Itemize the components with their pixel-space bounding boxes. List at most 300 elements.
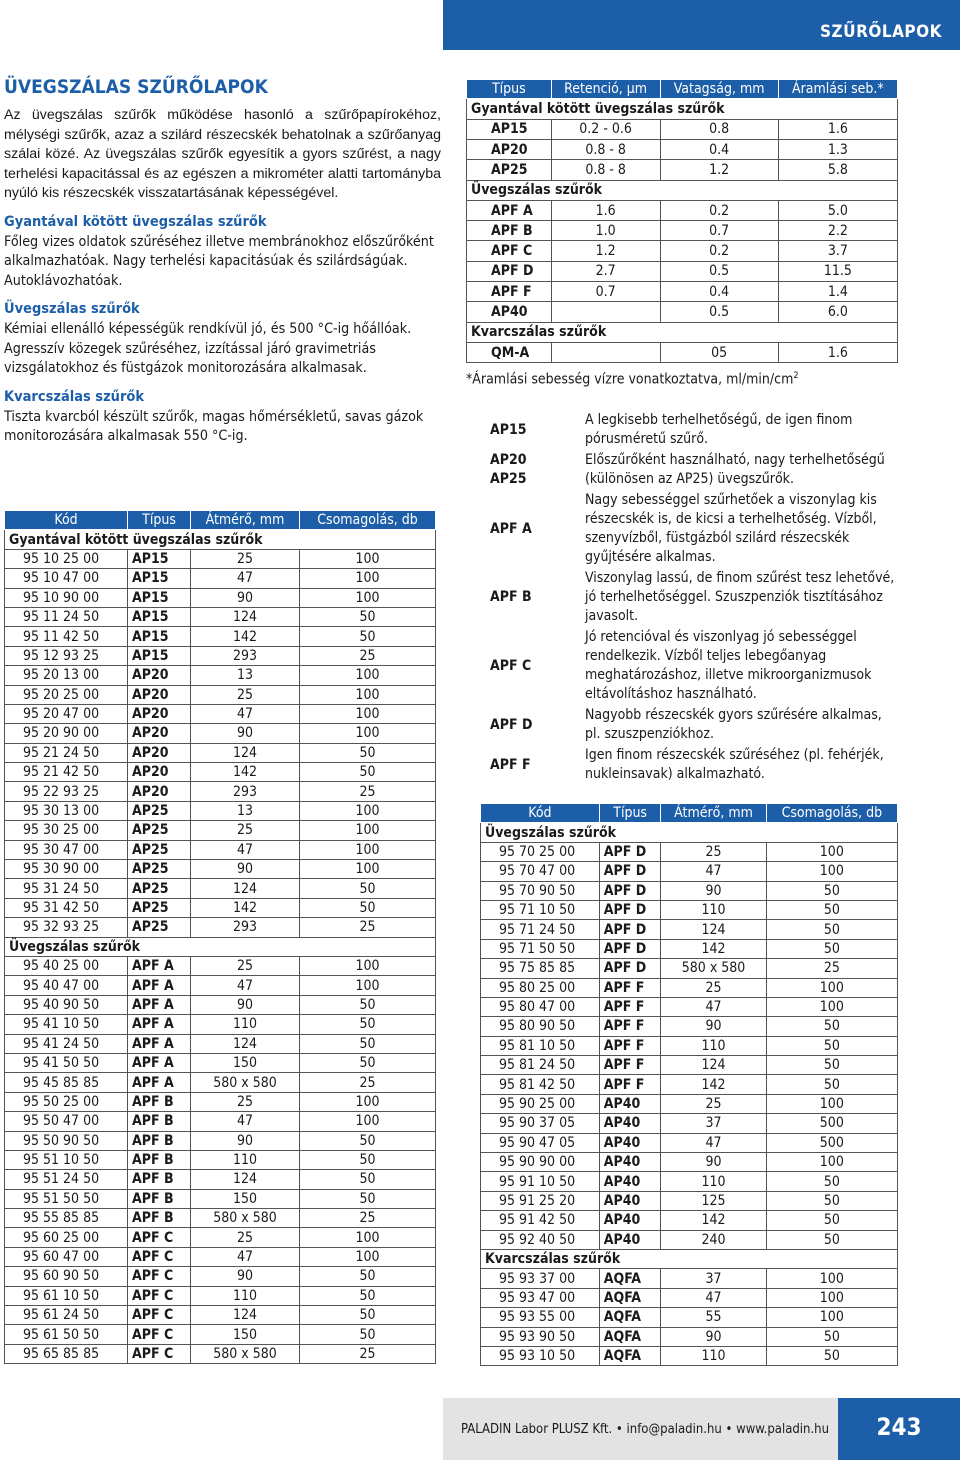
cell-type: APF A	[128, 956, 191, 975]
cell-pack: 100	[766, 997, 897, 1016]
cell-pack: 50	[299, 607, 435, 626]
order-table-right	[480, 803, 898, 1366]
cell-diameter: 580 x 580	[661, 959, 766, 978]
cell-pack: 50	[766, 900, 897, 919]
cell-pack: 100	[299, 1112, 435, 1131]
table-row	[467, 342, 898, 362]
cell-type: AQFA	[599, 1288, 661, 1307]
cell-diameter: 25	[191, 1228, 300, 1247]
cell-thickness: 0.7	[660, 221, 778, 241]
cell-code: 95 71 24 50	[481, 920, 600, 939]
description-text: Jó retencióval és viszonlyag jó sebességgel rendelkezik. Vízből teljes lebegőanyag meghatározáshoz, illetve mikroorganizmusok eltávolításhoz használható.	[585, 629, 872, 702]
cell-type: APF A	[128, 1073, 191, 1092]
cell-diameter: 47	[191, 1112, 300, 1131]
col-header-code: Kód	[481, 804, 600, 823]
intro-column	[4, 76, 441, 447]
cell-type: AP20	[128, 743, 191, 762]
cell-type: APF C	[128, 1344, 191, 1363]
section-title-quartz: Kvarcszálas szűrők	[4, 388, 145, 405]
cell-diameter: 90	[661, 881, 766, 900]
cell-type: APF B	[128, 1150, 191, 1169]
cell-diameter: 142	[191, 627, 300, 646]
cell-code: 95 30 90 00	[5, 860, 128, 879]
cell-type: AP40	[599, 1172, 661, 1191]
cell-type: QM-A	[467, 342, 552, 362]
cell-code: 95 51 50 50	[5, 1189, 128, 1208]
table-row	[5, 763, 436, 782]
section-title-glass: Üvegszálas szűrők	[4, 301, 140, 317]
table-row	[481, 900, 898, 919]
cell-type: AP40	[599, 1153, 661, 1172]
table-row	[481, 1288, 898, 1307]
cell-pack: 25	[299, 918, 435, 937]
cell-type: APF D	[599, 939, 661, 958]
cell-diameter: 142	[191, 898, 300, 917]
cell-code: 95 93 55 00	[481, 1308, 600, 1327]
description-row	[466, 568, 898, 627]
cell-pack: 50	[299, 995, 435, 1014]
cell-diameter: 25	[191, 549, 300, 568]
table-row	[481, 1133, 898, 1152]
cell-code: 95 10 25 00	[5, 549, 128, 568]
table-row	[5, 1344, 436, 1363]
col-header-type: Típus	[599, 804, 661, 823]
cell-pack: 50	[299, 1286, 435, 1305]
table-row	[481, 1346, 898, 1365]
cell-pack: 50	[299, 1053, 435, 1072]
cell-pack: 100	[299, 956, 435, 975]
cell-retention: 1.0	[551, 221, 660, 241]
cell-type: APF F	[599, 978, 661, 997]
col-header-flow: Áramlási seb.*	[778, 80, 897, 99]
cell-type: APF F	[599, 1036, 661, 1055]
table-row	[481, 1269, 898, 1288]
cell-type: AP15	[128, 607, 191, 626]
cell-diameter: 124	[191, 743, 300, 762]
description-row	[466, 490, 898, 568]
table-row	[481, 881, 898, 900]
spec-footnote	[466, 371, 799, 388]
cell-diameter: 90	[191, 995, 300, 1014]
description-row	[466, 745, 898, 785]
cell-diameter: 47	[661, 862, 766, 881]
cell-type: APF D	[599, 862, 661, 881]
cell-retention: 1.2	[551, 241, 660, 261]
table-section-row	[467, 322, 898, 342]
cell-diameter: 25	[661, 1094, 766, 1113]
cell-code: 95 10 90 00	[5, 588, 128, 607]
cell-type: APF C	[128, 1306, 191, 1325]
description-filter-name: APF A	[490, 520, 532, 537]
cell-diameter: 37	[661, 1269, 766, 1288]
cell-type: AP25	[128, 821, 191, 840]
col-header-diameter: Átmérő, mm	[191, 511, 300, 530]
cell-pack: 500	[766, 1114, 897, 1133]
footer-contact: PALADIN Labor PLUSZ Kft. • info@paladin.hu • www.paladin.hu	[461, 1422, 829, 1437]
table-row	[481, 1308, 898, 1327]
footnote-text: *Áramlási sebesség vízre vonatkoztatva, ml/min/cm	[466, 371, 794, 388]
cell-pack: 50	[766, 1191, 897, 1210]
cell-flow: 3.7	[778, 241, 897, 261]
table-section-row	[5, 937, 436, 956]
cell-code: 95 55 85 85	[5, 1209, 128, 1228]
cell-code: 95 50 90 50	[5, 1131, 128, 1150]
table-row	[5, 646, 436, 665]
cell-diameter: 90	[191, 588, 300, 607]
cell-code: 95 11 42 50	[5, 627, 128, 646]
cell-code: 95 41 50 50	[5, 1053, 128, 1072]
table-row	[5, 549, 436, 568]
cell-code: 95 40 90 50	[5, 995, 128, 1014]
cell-code: 95 30 13 00	[5, 801, 128, 820]
table-row	[5, 918, 436, 937]
cell-pack: 25	[299, 1209, 435, 1228]
cell-code: 95 30 25 00	[5, 821, 128, 840]
cell-code: 95 20 13 00	[5, 666, 128, 685]
table-header-row	[481, 804, 898, 823]
cell-code: 95 93 10 50	[481, 1346, 600, 1365]
cell-code: 95 22 93 25	[5, 782, 128, 801]
cell-diameter: 90	[191, 860, 300, 879]
cell-pack: 100	[766, 862, 897, 881]
section-title-resin: Gyantával kötött üvegszálas szűrők	[4, 213, 267, 230]
cell-code: 95 93 47 00	[481, 1288, 600, 1307]
cell-pack: 50	[299, 1325, 435, 1344]
cell-type: APF A	[128, 976, 191, 995]
intro-text: Az üvegszálas szűrők működése hasonló a szűrőpapírokéhoz, mélységi szűrők, azaz a szilárd részecskék behatolnak a szűrőanyag szálai közé. Az üvegszálas szűrők egyesítik a gyors szűrést, a nagy terhelési kapacitással és az egészen a mikrométer alatti tartományba nyúló kis részecskék visszatartásának képességével.	[4, 107, 441, 201]
cell-pack: 25	[299, 646, 435, 665]
section-text-glass-1: Kémiai ellenálló képességük rendkívül jó, és 500 °C-ig hőállóak.	[4, 321, 412, 337]
cell-diameter: 110	[661, 1036, 766, 1055]
cell-code: 95 80 90 50	[481, 1017, 600, 1036]
cell-pack: 50	[766, 881, 897, 900]
page-number: 243	[876, 1413, 922, 1441]
cell-type: APF A	[128, 1053, 191, 1072]
cell-diameter: 13	[191, 801, 300, 820]
cell-diameter: 47	[191, 1247, 300, 1266]
cell-thickness: 0.2	[660, 241, 778, 261]
table-row	[5, 1247, 436, 1266]
description-text: Nagy sebességgel szűrhetőek a viszonylag kis részecskék is, de kicsi a terhelhetőség. Vízből, szenyvízből, füstgázból szilárd részecskék gyűjtésére alkalmas.	[585, 492, 877, 565]
table-row	[5, 821, 436, 840]
table-row	[467, 221, 898, 241]
description-table	[466, 410, 898, 785]
cell-pack: 50	[766, 1036, 897, 1055]
cell-type: APF A	[128, 1015, 191, 1034]
cell-diameter: 110	[191, 1015, 300, 1034]
description-row	[466, 410, 898, 450]
cell-pack: 50	[766, 920, 897, 939]
cell-code: 95 70 90 50	[481, 881, 600, 900]
cell-flow: 6.0	[778, 302, 897, 322]
cell-type: AP15	[128, 646, 191, 665]
table-row	[5, 1286, 436, 1305]
cell-thickness: 0.8	[660, 119, 778, 139]
description-filter-name: AP15	[490, 421, 527, 438]
table-row	[481, 1094, 898, 1113]
table-row	[481, 997, 898, 1016]
cell-pack: 50	[299, 1267, 435, 1286]
section-label: Kvarcszálas szűrők	[467, 322, 898, 342]
cell-pack: 100	[299, 724, 435, 743]
col-header-diameter: Átmérő, mm	[661, 804, 766, 823]
cell-pack: 100	[299, 1092, 435, 1111]
cell-type: AP40	[599, 1133, 661, 1152]
cell-type: AP25	[128, 840, 191, 859]
cell-type: APF F	[599, 997, 661, 1016]
col-header-code: Kód	[5, 511, 128, 530]
cell-type: APF B	[128, 1170, 191, 1189]
cell-pack: 100	[299, 976, 435, 995]
cell-type: APF D	[599, 881, 661, 900]
cell-diameter: 25	[191, 821, 300, 840]
cell-diameter: 25	[661, 842, 766, 861]
footer-bar	[443, 1398, 960, 1460]
cell-pack: 100	[299, 801, 435, 820]
cell-diameter: 37	[661, 1114, 766, 1133]
table-row	[5, 1015, 436, 1034]
cell-type: AP25	[128, 801, 191, 820]
table-row	[5, 1228, 436, 1247]
cell-code: 95 20 25 00	[5, 685, 128, 704]
section-text-glass-2: Agresszív közegek szűréséhez, izzítással járó gravimetriás vizsgálatokhoz és füstgázok monitorozására alkalmasak.	[4, 340, 376, 376]
col-header-thickness: Vatagság, mm	[660, 80, 778, 99]
table-row	[481, 1056, 898, 1075]
table-row	[481, 1191, 898, 1210]
cell-flow: 1.6	[778, 342, 897, 362]
cell-pack: 50	[299, 1015, 435, 1034]
table-row	[5, 724, 436, 743]
table-row	[5, 685, 436, 704]
page-number-box	[838, 1398, 960, 1460]
cell-pack: 50	[299, 1306, 435, 1325]
cell-type: AQFA	[599, 1269, 661, 1288]
cell-diameter: 47	[661, 1133, 766, 1152]
cell-type: AP25	[128, 860, 191, 879]
table-row	[5, 1092, 436, 1111]
cell-code: 95 40 25 00	[5, 956, 128, 975]
table-row	[467, 139, 898, 159]
section-label: Üvegszálas szűrők	[467, 180, 898, 200]
cell-code: 95 90 47 05	[481, 1133, 600, 1152]
table-row	[5, 801, 436, 820]
cell-diameter: 90	[661, 1153, 766, 1172]
cell-code: 95 93 37 00	[481, 1269, 600, 1288]
cell-type: AP15	[128, 549, 191, 568]
cell-diameter: 47	[191, 976, 300, 995]
cell-pack: 100	[299, 821, 435, 840]
cell-code: 95 41 24 50	[5, 1034, 128, 1053]
cell-type: APF F	[467, 282, 552, 302]
table-row	[481, 959, 898, 978]
cell-retention: 0.7	[551, 282, 660, 302]
cell-code: 95 80 25 00	[481, 978, 600, 997]
description-text: Viszonylag lassú, de finom szűrést tesz lehetővé, jó terhelhetőséggel. Szuszpenziók tisztításához javasolt.	[585, 570, 895, 624]
cell-diameter: 47	[191, 704, 300, 723]
table-section-row	[467, 99, 898, 119]
cell-flow: 1.4	[778, 282, 897, 302]
description-row	[466, 450, 898, 490]
cell-pack: 50	[766, 1056, 897, 1075]
cell-code: 95 60 47 00	[5, 1247, 128, 1266]
cell-retention	[551, 302, 660, 322]
cell-type: APF B	[128, 1092, 191, 1111]
table-row	[5, 704, 436, 723]
cell-diameter: 110	[191, 1150, 300, 1169]
table-row	[467, 282, 898, 302]
cell-diameter: 110	[191, 1286, 300, 1305]
table-row	[5, 1209, 436, 1228]
cell-pack: 50	[299, 743, 435, 762]
cell-code: 95 90 90 00	[481, 1153, 600, 1172]
cell-diameter: 580 x 580	[191, 1209, 300, 1228]
cell-pack: 25	[766, 959, 897, 978]
cell-code: 95 41 10 50	[5, 1015, 128, 1034]
cell-type: AP15	[128, 588, 191, 607]
cell-diameter: 124	[661, 920, 766, 939]
cell-code: 95 30 47 00	[5, 840, 128, 859]
table-row	[5, 1150, 436, 1169]
table-row	[481, 1327, 898, 1346]
cell-pack: 50	[299, 1170, 435, 1189]
cell-diameter: 124	[191, 607, 300, 626]
table-row	[5, 569, 436, 588]
table-row	[481, 1153, 898, 1172]
cell-pack: 50	[766, 939, 897, 958]
table-header-row	[467, 80, 898, 99]
cell-type: APF F	[599, 1075, 661, 1094]
cell-retention: 0.2 - 0.6	[551, 119, 660, 139]
cell-diameter: 90	[661, 1017, 766, 1036]
cell-diameter: 293	[191, 918, 300, 937]
table-header-row	[5, 511, 436, 530]
table-row	[481, 1114, 898, 1133]
section-label: Üvegszálas szűrők	[5, 937, 436, 956]
footnote-sup: 2	[793, 371, 799, 381]
cell-code: 95 81 42 50	[481, 1075, 600, 1094]
cell-pack: 100	[299, 840, 435, 859]
description-row	[466, 705, 898, 745]
table-row	[5, 1053, 436, 1072]
cell-thickness: 0.5	[660, 261, 778, 281]
table-row	[481, 1172, 898, 1191]
cell-code: 95 71 10 50	[481, 900, 600, 919]
cell-pack: 25	[299, 782, 435, 801]
table-row	[481, 1017, 898, 1036]
description-filter-name: APF D	[490, 716, 533, 733]
cell-thickness: 0.4	[660, 139, 778, 159]
section-label: SZŰRŐLAPOK	[820, 22, 942, 42]
table-row	[5, 956, 436, 975]
cell-type: AP40	[599, 1211, 661, 1230]
cell-diameter: 90	[661, 1327, 766, 1346]
cell-type: APF C	[128, 1228, 191, 1247]
table-row	[467, 119, 898, 139]
section-label: Gyantával kötött üvegszálas szűrők	[5, 530, 436, 549]
cell-type: APF B	[128, 1189, 191, 1208]
cell-pack: 100	[766, 842, 897, 861]
cell-type: APF A	[467, 200, 552, 220]
table-row	[5, 860, 436, 879]
section-label: Üvegszálas szűrők	[481, 823, 898, 842]
cell-type: AQFA	[599, 1308, 661, 1327]
cell-pack: 50	[766, 1230, 897, 1249]
table-section-row	[481, 823, 898, 842]
cell-code: 95 40 47 00	[5, 976, 128, 995]
cell-type: AP20	[128, 763, 191, 782]
cell-diameter: 47	[191, 569, 300, 588]
cell-code: 95 61 10 50	[5, 1286, 128, 1305]
cell-type: AQFA	[599, 1346, 661, 1365]
cell-pack: 100	[299, 1228, 435, 1247]
cell-code: 95 11 24 50	[5, 607, 128, 626]
cell-type: AP40	[599, 1094, 661, 1113]
cell-pack: 50	[766, 1327, 897, 1346]
cell-type: APF A	[128, 1034, 191, 1053]
table-row	[5, 1034, 436, 1053]
cell-code: 95 21 24 50	[5, 743, 128, 762]
cell-type: AP20	[128, 685, 191, 704]
cell-diameter: 124	[191, 1306, 300, 1325]
cell-code: 95 60 25 00	[5, 1228, 128, 1247]
description-filter-name: APF C	[490, 657, 532, 674]
table-row	[5, 1189, 436, 1208]
cell-flow: 5.8	[778, 160, 897, 180]
cell-flow: 5.0	[778, 200, 897, 220]
cell-pack: 50	[299, 898, 435, 917]
table-row	[481, 939, 898, 958]
cell-pack: 50	[766, 1017, 897, 1036]
cell-pack: 25	[299, 1344, 435, 1363]
cell-code: 95 91 25 20	[481, 1191, 600, 1210]
table-row	[467, 200, 898, 220]
cell-type: APF F	[599, 1056, 661, 1075]
description-row	[466, 627, 898, 705]
cell-type: APF D	[599, 920, 661, 939]
table-row	[481, 1036, 898, 1055]
cell-diameter: 142	[191, 763, 300, 782]
cell-diameter: 47	[661, 997, 766, 1016]
table-row	[481, 920, 898, 939]
table-row	[5, 607, 436, 626]
table-section-row	[467, 180, 898, 200]
cell-diameter: 110	[661, 1346, 766, 1365]
cell-pack: 25	[299, 1073, 435, 1092]
description-filter-name: AP20 AP25	[490, 452, 527, 487]
table-row	[5, 976, 436, 995]
col-header-retention: Retenció, µm	[551, 80, 660, 99]
cell-diameter: 580 x 580	[191, 1344, 300, 1363]
description-text: Igen finom részecskék szűréséhez (pl. fehérjék, nukleinsavak) alkalmazható.	[585, 747, 884, 782]
cell-retention	[551, 342, 660, 362]
cell-thickness: 0.5	[660, 302, 778, 322]
cell-pack: 100	[299, 569, 435, 588]
cell-code: 95 50 25 00	[5, 1092, 128, 1111]
cell-code: 95 51 10 50	[5, 1150, 128, 1169]
table-row	[5, 1267, 436, 1286]
cell-diameter: 90	[191, 724, 300, 743]
cell-type: AP20	[467, 139, 552, 159]
cell-type: AP25	[128, 879, 191, 898]
cell-code: 95 70 25 00	[481, 842, 600, 861]
cell-type: AP15	[128, 569, 191, 588]
table-row	[5, 1170, 436, 1189]
cell-diameter: 142	[661, 1211, 766, 1230]
description-text: A legkisebb terhelhetőségű, de igen finom pórusméretű szűrő.	[585, 412, 853, 447]
cell-code: 95 65 85 85	[5, 1344, 128, 1363]
cell-diameter: 580 x 580	[191, 1073, 300, 1092]
cell-code: 95 90 25 00	[481, 1094, 600, 1113]
